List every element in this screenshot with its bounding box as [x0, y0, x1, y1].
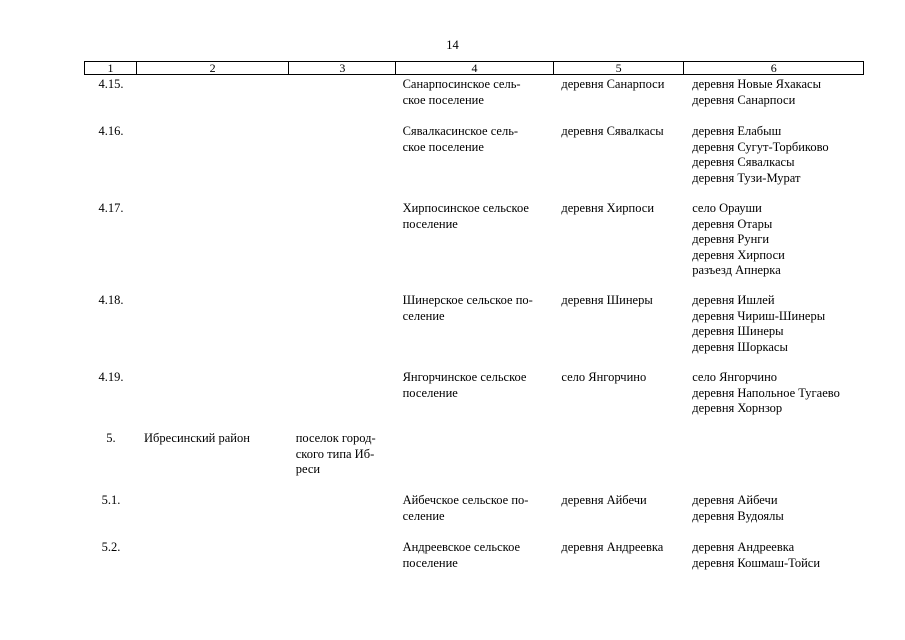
cell-center [290, 370, 397, 417]
header-col-1: 1 [85, 62, 137, 74]
cell-line: поселение [402, 385, 458, 400]
cell-line: селение [402, 308, 445, 323]
cell-line: деревня Сявалкасы [561, 124, 664, 138]
cell-line: село Орауши [692, 201, 762, 215]
table-row [84, 293, 864, 355]
table-row [84, 201, 864, 279]
cell-district [137, 124, 290, 186]
cell-district [137, 431, 290, 478]
cell-line: деревня Санарпоси [692, 92, 796, 107]
cell-center [290, 77, 397, 108]
cell-line: ское поселение [402, 92, 484, 107]
table-row [84, 431, 864, 478]
cell-district [137, 201, 290, 279]
cell-admin [554, 293, 685, 355]
cell-district [137, 540, 290, 571]
page-number: 14 [446, 38, 459, 52]
cell-center [290, 493, 397, 524]
cell-line: деревня Отары [692, 216, 773, 231]
cell-line: поселок город- [295, 431, 376, 445]
cell-num: 4.19. [98, 370, 124, 384]
cell-admin [554, 431, 685, 478]
cell-line: деревня Шинеры [692, 324, 784, 338]
cell-line: деревня Сявалкасы [692, 155, 795, 169]
cell-district [137, 493, 290, 524]
cell-num: 5. [106, 431, 116, 445]
cell-district [137, 370, 290, 417]
cell-line: поселение [402, 555, 458, 570]
cell-district [137, 293, 290, 355]
table-row [84, 370, 864, 417]
table-row [84, 124, 864, 186]
table-row [84, 493, 864, 524]
cell-line: деревня Рунги [692, 232, 770, 246]
cell-places [685, 293, 864, 355]
cell-center [290, 124, 397, 186]
cell-num: 5.1. [101, 493, 121, 507]
cell-settlement [397, 77, 555, 108]
cell-admin [554, 493, 685, 524]
cell-places [685, 77, 864, 108]
cell-settlement [397, 293, 555, 355]
cell-line: деревня Андреевка [561, 540, 664, 554]
cell-line: реси [295, 462, 321, 476]
cell-line: поселение [402, 216, 458, 231]
cell-line: Шинерское сельское по- [402, 293, 533, 307]
cell-settlement [397, 124, 555, 186]
cell-line: селение [402, 508, 445, 523]
cell-line: деревня Напольное Тугаево [692, 385, 840, 400]
cell-places [685, 370, 864, 417]
cell-line: разъезд Апнерка [692, 263, 781, 277]
cell-line: ского типа Иб- [295, 446, 375, 461]
cell-line: Санарпосинское сель- [402, 77, 521, 91]
cell-line: ское поселение [402, 139, 484, 154]
cell-places [685, 540, 864, 571]
header-col-3: 3 [289, 62, 396, 74]
cell-center [290, 540, 397, 571]
cell-line: деревня Хирпоси [692, 247, 785, 262]
cell-admin [554, 124, 685, 186]
cell-settlement [397, 493, 555, 524]
header-col-4: 4 [396, 62, 554, 74]
cell-line: деревня Елабыш [692, 124, 782, 138]
cell-line: деревня Кошмаш-Тойси [692, 555, 821, 570]
cell-line: деревня Новые Яхакасы [692, 77, 821, 91]
cell-settlement [397, 540, 555, 571]
cell-num: 4.16. [98, 124, 124, 138]
cell-settlement [397, 201, 555, 279]
cell-line: Айбечское сельское по- [402, 493, 529, 507]
cell-line: Сявалкасинское сель- [402, 124, 519, 138]
cell-admin [554, 77, 685, 108]
cell-num: 5.2. [101, 540, 121, 554]
cell-num: 4.17. [98, 201, 124, 215]
cell-places [685, 201, 864, 279]
cell-places [685, 431, 864, 478]
cell-num: 4.15. [98, 77, 124, 91]
cell-line: деревня Шинеры [561, 293, 653, 307]
cell-admin [554, 201, 685, 279]
cell-line: деревня Санарпоси [561, 77, 665, 91]
cell-line: деревня Ишлей [692, 293, 775, 307]
table-row [84, 77, 864, 108]
cell-places [685, 493, 864, 524]
cell-line: деревня Андреевка [692, 540, 795, 554]
cell-line: деревня Айбечи [692, 493, 778, 507]
cell-line: Хирпосинское сельское [402, 201, 529, 215]
cell-line: село Янгорчино [561, 370, 647, 384]
cell-line: Ибресинский район [143, 431, 250, 445]
cell-num: 4.18. [98, 293, 124, 307]
header-col-6: 6 [770, 61, 777, 75]
cell-line: деревня Сугут-Торбиково [692, 139, 829, 154]
cell-settlement [397, 370, 555, 417]
cell-settlement [397, 431, 555, 478]
cell-line: деревня Тузи-Мурат [692, 170, 801, 185]
cell-line: деревня Хирпоси [561, 201, 655, 215]
cell-line: деревня Чириш-Шинеры [692, 308, 826, 323]
cell-line: Андреевское сельское [402, 540, 521, 554]
cell-line: Янгорчинское сельское [402, 370, 527, 384]
cell-center [290, 431, 397, 478]
cell-line: деревня Шоркасы [692, 339, 788, 354]
table-header [84, 61, 864, 75]
cell-center [290, 201, 397, 279]
cell-admin [554, 370, 685, 417]
cell-line: деревня Вудоялы [692, 508, 784, 523]
cell-line: деревня Айбечи [561, 493, 647, 507]
table-row [84, 540, 864, 571]
cell-district [137, 77, 290, 108]
cell-admin [554, 540, 685, 571]
cell-places [685, 124, 864, 186]
header-col-5: 5 [554, 62, 685, 74]
header-col-2: 2 [137, 62, 290, 74]
cell-line: деревня Хорнзор [692, 401, 783, 415]
cell-line: село Янгорчино [692, 370, 778, 384]
cell-center [290, 293, 397, 355]
